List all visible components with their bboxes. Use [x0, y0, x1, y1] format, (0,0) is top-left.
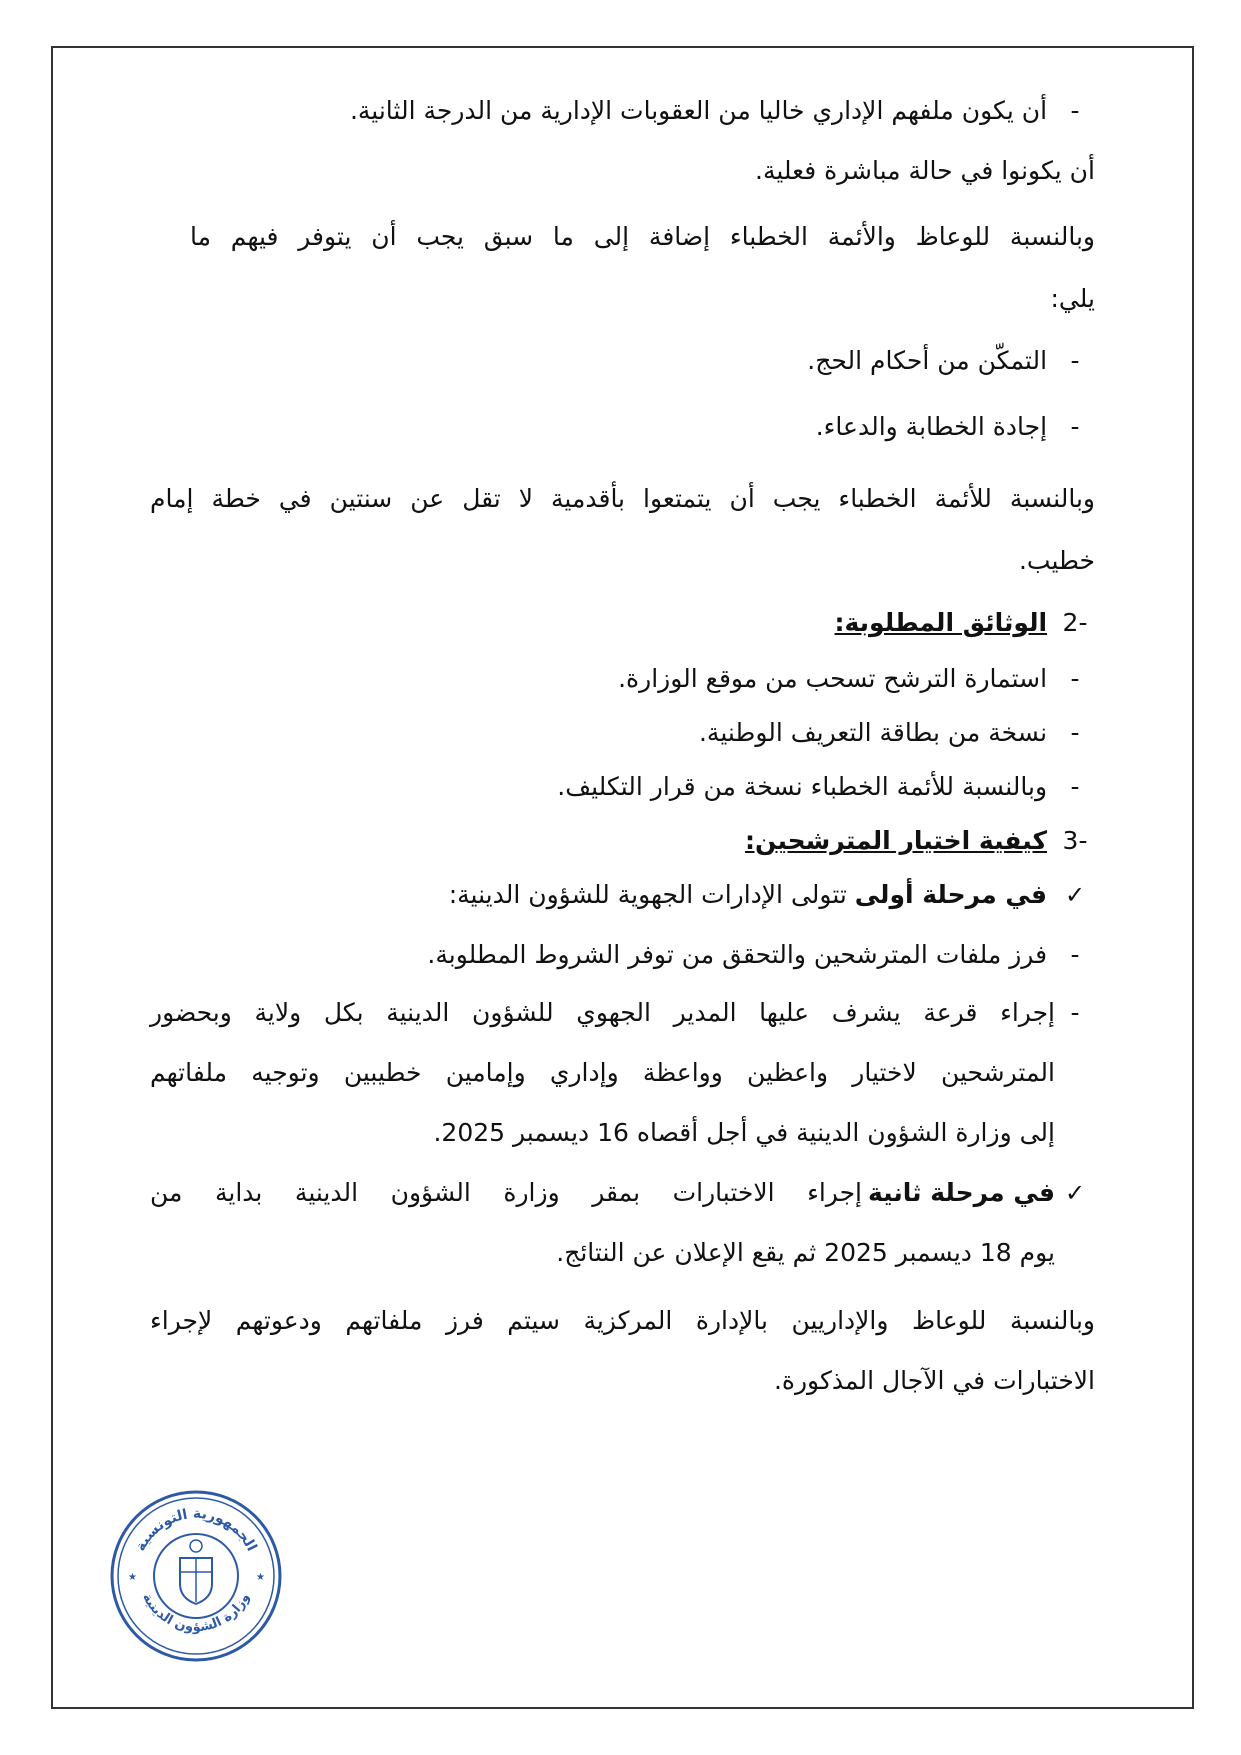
- paragraph-line: أن يكونوا في حالة مباشرة فعلية.: [755, 156, 1095, 185]
- star-icon: ★: [128, 1572, 137, 1583]
- section-number: -2: [1062, 608, 1088, 637]
- list-item: - إجادة الخطابة والدعاء.: [815, 412, 1080, 441]
- list-item-text: إجادة الخطابة والدعاء.: [815, 412, 1048, 441]
- list-item-continuation: إلى وزارة الشؤون الدينية في أجل أقصاه 16 ديسمبر 2025.: [433, 1118, 1055, 1147]
- checklist-text: تتولى الإدارات الجهوية للشؤون الدينية:: [448, 880, 855, 909]
- phase-label: في مرحلة ثانية: [867, 1178, 1055, 1207]
- section-heading: [835, 604, 1095, 642]
- list-item-text: فرز ملفات المترشحين والتحقق من توفر الشروط المطلوبة.: [427, 940, 1048, 969]
- list-item: - التمكّن من أحكام الحج.: [807, 346, 1080, 375]
- checklist-continuation: يوم 18 ديسمبر 2025 ثم يقع الإعلان عن النتائج.: [556, 1238, 1055, 1267]
- list-item-text: إجراء قرعة يشرف عليها المدير الجهوي للشؤون الدينية بكل ولاية وبحضور: [150, 998, 1055, 1027]
- section-number: -3: [1062, 826, 1088, 855]
- list-item: - أن يكون ملفهم الإداري خاليا من العقوبات الإدارية من الدرجة الثانية.: [349, 96, 1080, 125]
- seal-outer-text: الجمهورية التونسية: [132, 1505, 260, 1554]
- list-item-text: نسخة من بطاقة التعريف الوطنية.: [698, 718, 1048, 747]
- paragraph-line: وبالنسبة للوعاظ والإداريين بالإدارة المركزية سيتم فرز ملفاتهم ودعوتهم لإجراء: [150, 1306, 1095, 1335]
- list-item: - فرز ملفات المترشحين والتحقق من توفر الشروط المطلوبة.: [427, 940, 1080, 969]
- paragraph-line: وبالنسبة للوعاظ والأئمة الخطباء إضافة إلى ما سبق يجب أن يتوفر فيهم ما: [190, 222, 1095, 251]
- star-icon: ★: [256, 1572, 265, 1583]
- check-icon: ✓: [1064, 1179, 1086, 1207]
- list-item: - استمارة الترشح تسحب من موقع الوزارة.: [618, 664, 1080, 693]
- list-item-text: أن يكون ملفهم الإداري خاليا من العقوبات الإدارية من الدرجة الثانية.: [349, 96, 1048, 125]
- section-heading: [745, 822, 1095, 860]
- list-item: - نسخة من بطاقة التعريف الوطنية.: [698, 718, 1080, 747]
- paragraph-line: الاختبارات في الآجال المذكورة.: [773, 1366, 1095, 1395]
- phase-label: في مرحلة أولى: [854, 880, 1048, 909]
- list-item: - وبالنسبة للأئمة الخطباء نسخة من قرار التكليف.: [557, 772, 1080, 801]
- paragraph-line: يلي:: [1050, 284, 1095, 313]
- paragraph-line: خطيب.: [1018, 546, 1095, 575]
- list-item-text: استمارة الترشح تسحب من موقع الوزارة.: [618, 664, 1048, 693]
- check-icon: ✓: [1064, 881, 1086, 909]
- checklist-text: إجراء الاختبارات بمقر وزارة الشؤون الدينية بداية من: [150, 1178, 862, 1207]
- checklist-item: [449, 876, 1095, 914]
- paragraph-line: وبالنسبة للأئمة الخطباء يجب أن يتمتعوا بأقدمية لا تقل عن سنتين في خطة إمام: [150, 484, 1095, 513]
- list-item-text: التمكّن من أحكام الحج.: [807, 346, 1048, 375]
- list-item-continuation: المترشحين لاختيار واعظين وواعظة وإداري وإمامين خطيبين وتوجيه ملفاتهم: [150, 1058, 1055, 1087]
- list-item-text: وبالنسبة للأئمة الخطباء نسخة من قرار التكليف.: [557, 772, 1048, 801]
- seal-inner-text: وزارة الشؤون الدينية: [139, 1590, 253, 1635]
- section-title: الوثائق المطلوبة:: [834, 608, 1048, 637]
- ministry-seal-stamp: [108, 1488, 284, 1664]
- section-title: كيفية اختيار المترشحين:: [744, 826, 1048, 855]
